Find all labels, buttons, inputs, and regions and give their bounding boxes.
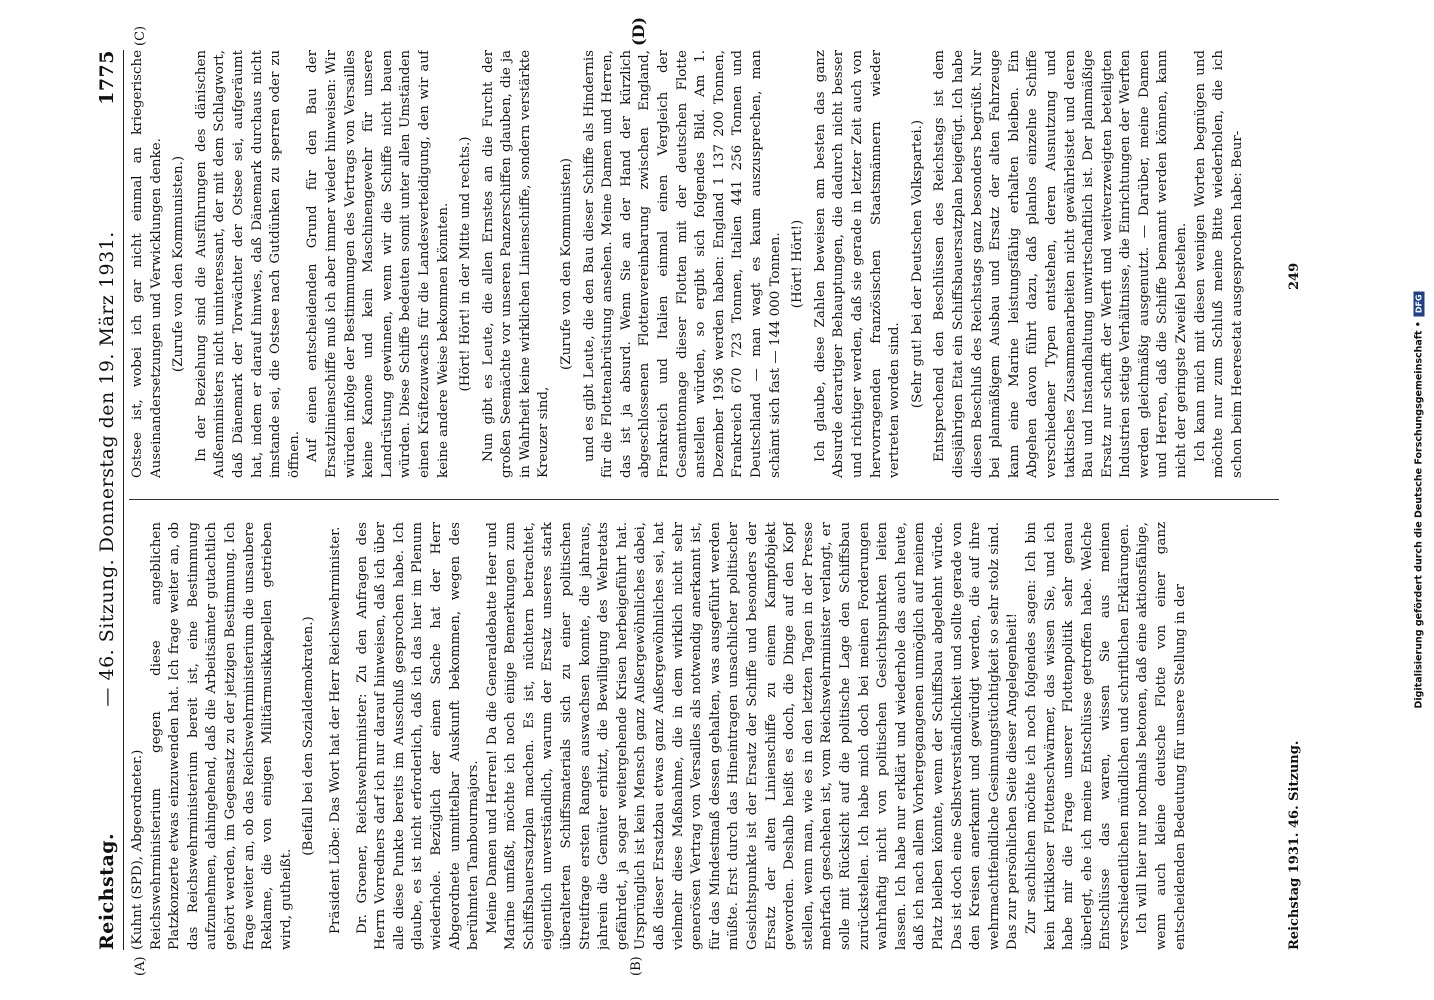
- header-session-date: — 46. Sitzung. Donnerstag den 19. März 1931.: [96, 231, 118, 707]
- paragraph: Entsprechend den Beschlüssen des Reichstags ist dem diesjährigen Etat ein Schiffsbauersatzplan beigefügt. Ich habe diesen Beschluß des Reichstags ganz besonders begrüßt. Nur bei planmäßigem Ausbau und Ersatz der alten Fahrzeuge kann eine Marine leistungsfähig erhalten bleiben. Ein Abgehen davon führt dazu, daß planlos einzelne Schiffe verschiedener Typen entstehen, deren Ausnutzung und taktisches Zusammenarbeiten nicht gewährleistet und deren Bau und Instandhaltung unwirtschaftlich ist. Der planmäßige Ersatz nur schafft der Werft und weitverzweigten beteiligten Industrien stetige Verhältnisse, die Einrichtungen der Werften werden gleichmäßig ausgenutzt. — Darüber, meine Damen und Herren, daß die Schiffe bemannt werden können, kann nicht der geringste Zweifel bestehen.: [932, 50, 1190, 478]
- footer-sheet-number: 249: [1287, 262, 1302, 290]
- paragraph: Ich kann mich mit diesen wenigen Worten begnügen und möchte nur zum Schluß meine Bitte wiederholen, die ich schon beim Heeresetat ausgesprochen habe: Beur-: [1192, 50, 1245, 478]
- interjection: (Zurufe von den Kommunisten): [559, 158, 575, 370]
- paragraph: Reichswehrministerium gegen diese angeblichen Platzkonzerte etwas einzuwenden hat. Ich frage weiter an, ob das Reichswehrministerium bereit ist, eine Bestimmung aufzunehmen, dahingehend, daß die Arbeitsämter gutachtlich gehört werden, im Gegensatz zu der jetzigen Bestimmung. Ich frage weiter an, ob das Reichswehrministerium die unsaubere Reklame, die von einigen Militärmusikkapellen getrieben wird, gutheißt.: [148, 522, 294, 950]
- speaker-continuation: (Kuhnt (SPD), Abgeordneter.): [130, 749, 145, 950]
- interjection: (Hört! Hört!): [790, 219, 806, 309]
- paragraph: und es gibt Leute, die den Bau dieser Schiffe als Hindernis für die Flottenabrüstung ansehen. Meine Damen und Herren, das ist ja absurd. Wenn Sie an der Hand der kürzlich abgeschlossenen Flottenvereinbarung zwischen England, Frankreich und Italien einmal einen Vergleich der Gesamttonnage dieser Flotten mit der deutschen Flotte anstellen würden, so ergibt sich folgendes Bild. Am 1. Dezember 1936 werden haben: England 1 137 200 Tonnen, Frankreich 670 723 Tonnen, Italien 441 256 Tonnen und Deutschland — man wagt es kaum auszusprechen, man schämt sich fast — 144 000 Tonnen.: [581, 50, 783, 478]
- paragraph: Zur sachlichen möchte ich noch folgendes sagen: Ich bin kein kritikloser Flottenschwärmer, das wissen Sie, und ich habe mir die Frage unserer Flottenpolitik sehr genau überlegt, ehe ich meine Entschlüsse getroffen habe. Welche Entschlüsse das waren, wissen Sie aus meinen verschiedentlichen mündlichen und schriftlichen Erklärungen.: [1023, 522, 1132, 950]
- interjection: (Beifall bei den Sozialdemokraten.): [301, 616, 317, 856]
- paragraph: Meine Damen und Herren! Da die Generaldebatte Heer und Marine umfaßt, möchte ich noch einige Bemerkungen zum Schiffsbauersatzplan machen. Es ist, nüchtern betrachtet, eigentlich unverständlich, warum der Ersatz unseres stark überalterten Schiffsmaterials sich zu einer politischen Streitfrage ersten Ranges auswachsen konnte, die jahraus, jahrein die Gemüter erhitzt, die Bewilligung des Wehretats gefährdet, ja sogar weitergehende Krisen herbeigeführt hat. Ursprünglich ist kein Mensch ganz Außergewöhnliches dabei, daß dieser Ersatzbau etwas ganz Außergewöhnliches sei, hat vielmehr diese Maßnahme, die in dem wirklich nicht sehr generösen Vertrag von Versailles als notwendig anerkannt ist, für das Mindestmaß dessen gehalten, was ausgeführt werden müßte. Erst durch das Hineintragen unsachlicher politischer Gesichtspunkte ist der Ersatz der Schiffe und besonders der Ersatz der alten Linienschiffe zu einem Kampfobjekt geworden. Deshalb heißt es doch, die Dinge auf den Kopf stellen, wenn man, wie es in den letzten Tagen in der Presse mehrfach geschehen ist, vom Reichswehrminister verlangt, er solle mit Rücksicht auf die politische Lage den Schiffsbau zurückstellen. Ich habe mich doch bei meinen Forderungen wahrhaftig nicht von politischen Gesichtspunkten leiten lassen. Ich habe nur erklärt und wiederhole das auch heute, daß ich nach allem Vorhergegangenen unmöglich auf meinem Platz bleiben könnte, wenn der Schiffsbau abgelehnt würde. Das ist doch eine Selbstverständlichkeit und sollte gerade von den Kreisen anerkannt und gewürdigt werden, die auf ihre wehrmachtfeindliche Gesinnungstüchtigkeit so sehr stolz sind. Das zur persönlichen Seite dieser Angelegenheit!: [484, 522, 1021, 950]
- speaker-paragraph: Dr. Groener, Reichswehrminister: Zu den Anfragen des Herrn Vorredners darf ich nur darauf hinweisen, daß ich über alle diese Punkte bereits im Ausschuß gesprochen habe. Ich glaube, es ist nicht erforderlich, daß ich das hier im Plenum wiederhole. Bezüglich der einen Sache hat der Herr Abgeordnete unmittelbar Auskunft bekommen, wegen des berühmten Tambourmajors.: [354, 522, 482, 950]
- page-number: 1775: [96, 50, 118, 105]
- paragraph: Nun gibt es Leute, die allen Ernstes an die Furcht der großen Seemächte vor unseren Panzerschiffen glauben, die ja in Wahrheit keine wirklichen Linienschiffe, sondern verstärkte Kreuzer sind,: [480, 50, 552, 478]
- digitization-credit: [1414, 291, 1425, 708]
- paragraph: Ich glaube, diese Zahlen beweisen am besten das ganz Absurde derartiger Behauptungen, die dadurch nicht besser und richtiger werden, daß sie gerade in letzter Zeit auch von hervorragenden französischen Staatsmännern wieder vertreten worden sind.: [812, 50, 903, 478]
- margin-marker-c: (C): [133, 25, 148, 46]
- credit-text: Digitalisierung gefördert durch die Deutsche Forschungsgemeinschaft •: [1413, 321, 1425, 709]
- left-column: [129, 522, 1279, 950]
- interjection: (Hört! Hört! in der Mitte und rechts.): [458, 136, 474, 392]
- interjection: (Zurufe von den Kommunisten.): [171, 155, 187, 373]
- paragraph: Ostsee ist, wobei ich gar nicht einmal an kriegerische Auseinandersetzungen und Verwicklungen denke.: [130, 50, 164, 478]
- paragraph: Auf einen entscheidenden Grund für den Bau der Ersatzlinienschiffe muß ich aber immer wieder hinweisen: Wir würden infolge der Bestimmungen des Vertrags von Versailles keine Kanone und kein Maschinengewehr für unsere Landrüstung gewinnen, wenn wir die Schiffe nicht bauen würden. Diese Schiffe bedeuten somit unter allen Umständen einen Kräftezuwachs für die Landesverteidigung, den wir auf keine andere Weise bekommen könnten.: [305, 50, 451, 478]
- dfg-logo: DFG: [1414, 291, 1425, 316]
- interjection: (Sehr gut! bei der Deutschen Volkspartei.): [909, 119, 925, 409]
- rotated-document-page: [91, 16, 1321, 976]
- right-column: [129, 50, 1279, 478]
- paragraph: In der Beziehung sind die Ausführungen des dänischen Außenministers nicht uninteressant, der mit dem Schlagwort, daß Dänemark der Torwächter der Ostsee sei, aufgeräumt hat, indem er darauf hinwies, daß Dänemark durchaus nicht imstande sei, die Ostsee nach Gutdünken zu sperren oder zu öffnen.: [193, 50, 302, 478]
- paragraph: Ich will hier nur nochmals betonen, daß eine aktionsfähige, wenn auch kleine deutsche Flotte von einer ganz entscheidenden Bedeutung für unsere Stellung in der: [1135, 522, 1188, 950]
- margin-marker-a: (A): [133, 956, 148, 976]
- speaker-paragraph: Präsident Löbe: Das Wort hat der Herr Reichswehrminister.: [327, 526, 343, 934]
- margin-marker-d: (D): [629, 16, 648, 46]
- margin-marker-b: (B): [629, 956, 644, 976]
- page-header: [91, 50, 124, 950]
- text-columns: [129, 16, 1279, 976]
- header-title: Reichstag.: [96, 832, 118, 950]
- column-divider: [129, 499, 1279, 500]
- footer-publication: Reichstag 1931. 46. Sitzung.: [1287, 740, 1302, 950]
